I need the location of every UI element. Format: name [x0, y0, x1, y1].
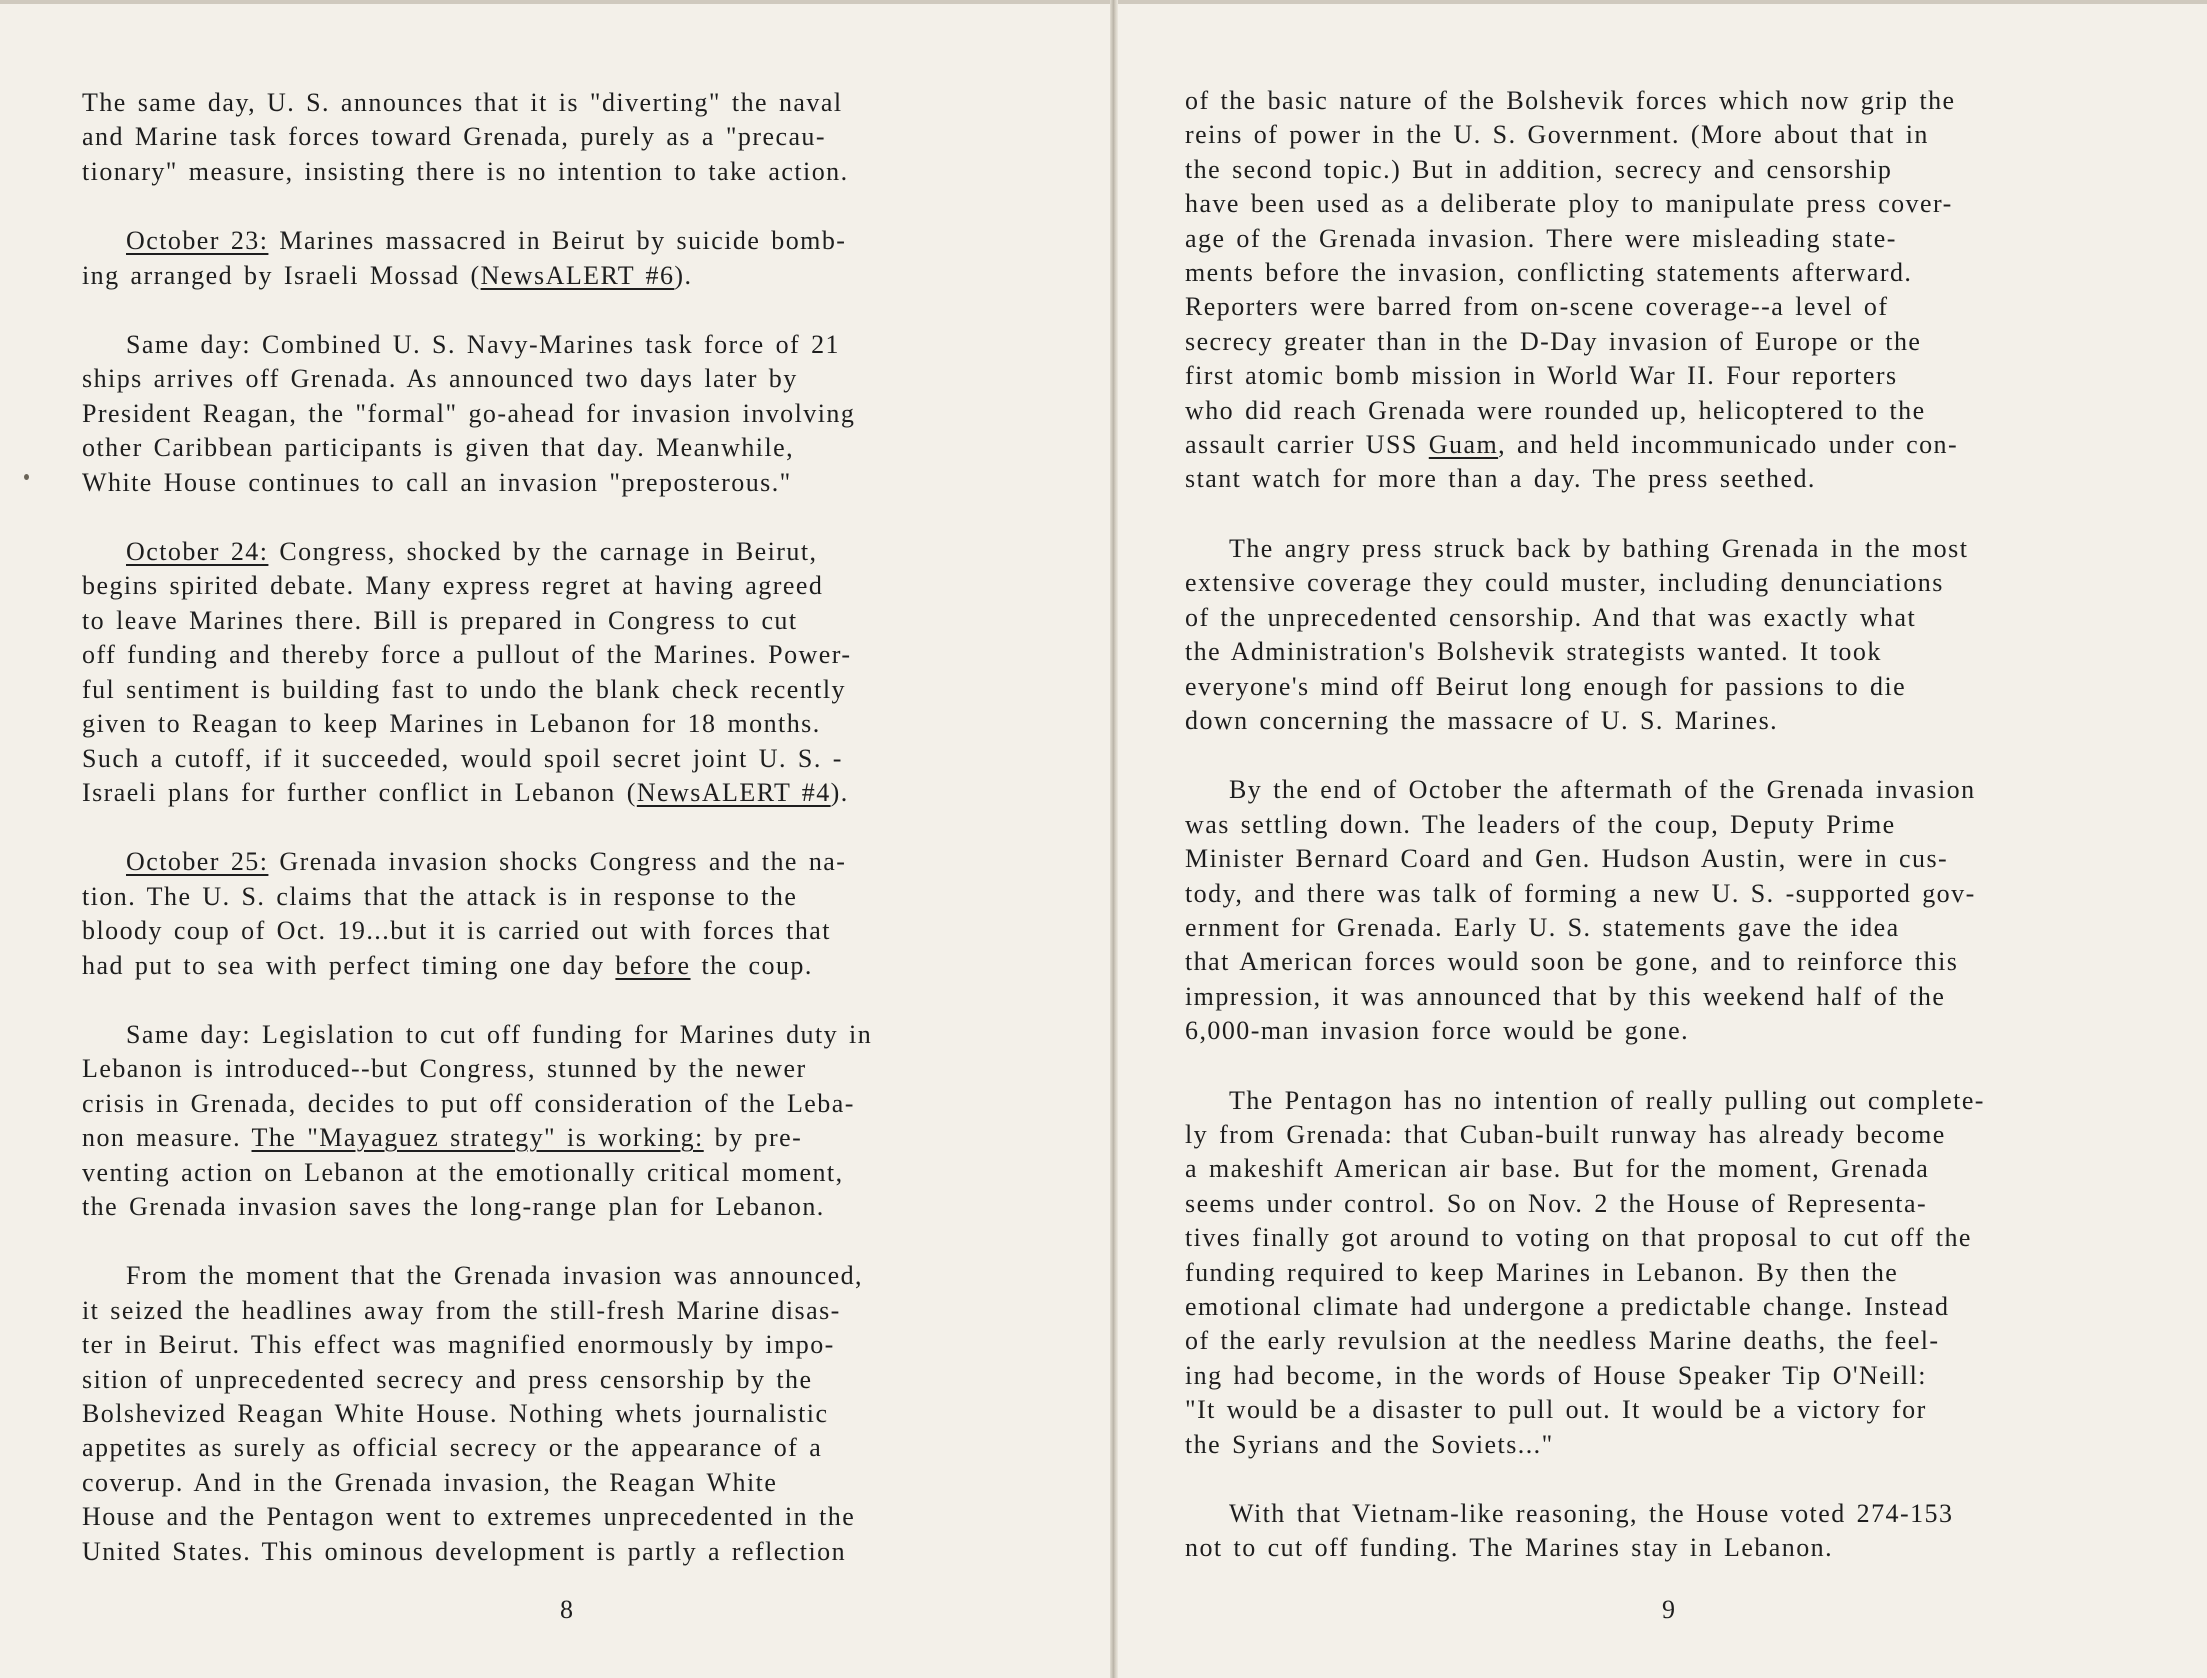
ink-speck	[24, 474, 29, 480]
ship-name: Guam	[1428, 430, 1499, 460]
date-heading: October 23:	[126, 226, 269, 256]
date-heading: October 25:	[126, 847, 269, 877]
paragraph: The angry press struck back by bathing Grenada in the most extensive coverage they could muster, including denunciations of the unprecedented censorship. And that was exactly what the Administration's Bolshevik strategists wanted. It took everyone's mind off Beirut long enough for passions to die down concerning the massacre of U. S. Marines.	[1185, 533, 1969, 735]
paragraph: The Pentagon has no intention of really pulling out complete- ly from Grenada: that Cuban-built runway has already become a makeshift American air base. But for the moment, Grenada seems under control. So on Nov. 2 the House of Representa- tives finally got around to voting on that proposal to cut off the funding required to keep Marines in Lebanon. By then the emotional climate had undergone a predictable change. Instead of the early revulsion at the needless Marine deaths, the feel- ing had become, in the words of House Speaker Tip O'Neill: "It would be a disaster to pull out. It would be a victory for the Syrians and the Soviets..."	[1185, 1085, 1985, 1459]
paragraph: Same day: Combined U. S. Navy-Marines task force of 21 ships arrives off Grenada. As announced two days later by President Reagan, the "formal" go-ahead for invasion involving other Caribbean participants is given that day. Meanwhile, White House continues to call an invasion "preposterous."	[82, 330, 856, 497]
paragraph: Same day: Legislation to cut off funding for Marines duty in Lebanon is introduced--but Congress, stunned by the newer crisis in Grenada, decides to put off consideration of the Leba- non measure. The "Mayaguez strategy" is working: by pre- venting action on Lebanon at the emotionally critical moment, the Grenada invasion saves the long-range plan for Lebanon.	[82, 1019, 873, 1221]
left-page	[82, 86, 1042, 1604]
paragraph: October 23: Marines massacred in Beirut by suicide bomb- ing arranged by Israeli Mossad (NewsALERT #6).	[82, 226, 847, 290]
emphasis: The "Mayaguez strategy" is working:	[251, 1123, 704, 1153]
top-edge	[0, 0, 2207, 4]
newsalert-reference: NewsALERT #4	[636, 777, 831, 807]
paragraph: October 24: Congress, shocked by the carnage in Beirut, begins spirited debate. Many express regret at having agreed to leave Marines there. Bill is prepared in Congress to cut off funding and thereby force a pullout of the Marines. Power- ful sentiment is building fast to undo the blank check recently given to Reagan to keep Marines in Lebanon for 18 months. Such a cutoff, if it succeeded, would spoil secret joint U. S. - Israeli plans for further conflict in Lebanon (NewsALERT #4).	[82, 537, 852, 807]
emphasis: before	[615, 950, 691, 980]
page-number: 8	[560, 1595, 574, 1624]
paragraph: of the basic nature of the Bolshevik forces which now grip the reins of power in the U. S. Government. (More about that in the second topic.) But in addition, secrecy and censorship have been used as a deliberate ploy to manipulate press cover- age of the Grenada invasion. There were misleading state- ments before the invasion, conflicting statements afterward. Reporters were barred from on-scene coverage--a level of secrecy greater than in the D-Day invasion of Europe or the first atomic bomb mission in World War II. Four reporters who did reach Grenada were rounded up, helicoptered to the assault carrier USS Guam, and held incommunicado under con- stant watch for more than a day. The press seethed.	[1185, 86, 1959, 494]
book-gutter	[1110, 0, 1118, 1678]
date-heading: October 24:	[126, 537, 269, 567]
right-page	[1185, 84, 2145, 1601]
newsalert-reference: NewsALERT #6	[480, 260, 675, 290]
paragraph: The same day, U. S. announces that it is "diverting" the naval and Marine task forces toward Grenada, purely as a "precau- tionary" measure, insisting there is no intention to take action.	[82, 88, 849, 186]
paragraph: By the end of October the aftermath of the Grenada invasion was settling down. The leaders of the coup, Deputy Prime Minister Bernard Coard and Gen. Hudson Austin, were in cus- tody, and there was talk of forming a new U. S. -supported gov- ernment for Grenada. Early U. S. statements gave the idea that American forces would soon be gone, and to reinforce this impression, it was announced that by this weekend half of the 6,000-man invasion force would be gone.	[1185, 775, 1976, 1046]
paragraph: From the moment that the Grenada invasion was announced, it seized the headlines away from the still-fresh Marine disas- ter in Beirut. This effect was magnified enormously by impo- sition of unprecedented secrecy and press censorship by the Bolshevized Reagan White House. Nothing whets journalistic appetites as surely as official secrecy or the appearance of a coverup. And in the Grenada invasion, the Reagan White House and the Pentagon went to extremes unprecedented in the United States. This ominous development is partly a reflection	[82, 1261, 863, 1566]
paragraph: With that Vietnam-like reasoning, the House voted 274-153 not to cut off funding. The Marines stay in Lebanon.	[1185, 1499, 1954, 1563]
page-number: 9	[1662, 1595, 1676, 1624]
paragraph: October 25: Grenada invasion shocks Congress and the na- tion. The U. S. claims that the attack is in response to the bloody coup of Oct. 19...but it is carried out with forces that had put to sea with perfect timing one day before the coup.	[82, 847, 847, 980]
